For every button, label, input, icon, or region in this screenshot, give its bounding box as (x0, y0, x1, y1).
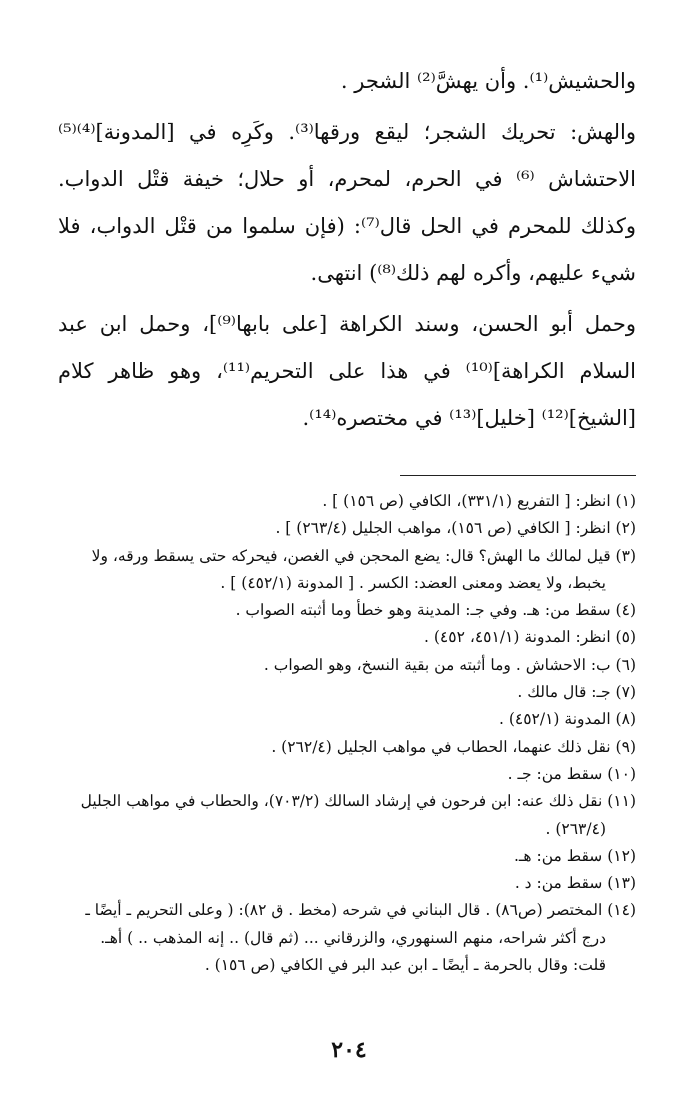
paragraph-3: وحمل أبو الحسن، وسند الكراهة [على بابها⁽⁹⁾]، وحمل ابن عبد السلام الكراهة]⁽¹⁰⁾ في هذا على التحريم⁽¹¹⁾، وهو ظاهر كلام [الشيخ]⁽¹²⁾ [خليل]⁽¹³⁾ في مختصره⁽¹⁴⁾. (58, 312, 636, 430)
main-text (58, 58, 636, 442)
footnote-2: (٢) انظر: [ الكافي (ص ١٥٦)، مواهب الجليل (٢٦٣/٤) ] . (275, 519, 636, 538)
footnote-separator (400, 475, 636, 476)
paragraph-1: والحشيش⁽¹⁾. وأن يهشَّ⁽²⁾ الشجر . (340, 69, 636, 93)
footnote-14: (١٤) المختصر (ص٨٦) . قال البناني في شرحه (مخط . ق ٨٢): ( وعلى التحريم ـ أيضًا ـ درج أكثر شراحه، منهم السنهوري، والزرقاني ... (ثم قال) .. إنه المذهب .. ) أهـ. قلت: وقال بالحرمة ـ أيضًا ـ ابن عبد البر في الكافي (ص ١٥٦) . (85, 901, 636, 975)
footnote-9: (٩) نقل ذلك عنهما، الحطاب في مواهب الجليل (٢٦٢/٤) . (271, 737, 636, 756)
footnote-11: (١١) نقل ذلك عنه: ابن فرحون في إرشاد السالك (٧٠٣/٢)، والحطاب في مواهب الجليل (٢٦٣/٤) . (80, 792, 636, 838)
paragraph-2: والهش: تحريك الشجر؛ ليقع ورقها⁽³⁾. وكَرِه في [المدونة]⁽⁴⁾⁽⁵⁾ الاحتشاش ⁽⁶⁾ في الحرم، لمحرم، أو حلال؛ خيفة قتْل الدواب. وكذلك للمحرم في الحل قال⁽⁷⁾: (فإن سلموا من قتْل الدواب، فلا شيء عليهم، وأكره لهم ذلك⁽⁸⁾) انتهى. (58, 120, 637, 285)
footnote-5: (٥) انظر: المدونة (٤٥١/١، ٤٥٢) . (424, 628, 636, 647)
footnote-6: (٦) ب: الاحشاش . وما أثبته من بقية النسخ، وهو الصواب . (263, 655, 636, 674)
footnote-3: (٣) قيل لمالك ما الهش؟ قال: يضع المحجن في الغصن، فيحركه حتى يسقط ورقه، ولا يخبط، ولا يعضد ومعنى العضد: الكسر . [ المدونة (٤٥٢/١) ] . (91, 546, 636, 592)
footnote-13: (١٣) سقط من: د . (514, 874, 636, 893)
footnote-10: (١٠) سقط من: جـ . (507, 764, 636, 783)
footnote-4: (٤) سقط من: هـ. وفي جـ: المدينة وهو خطأ وما أثبته الصواب . (235, 601, 636, 620)
footnote-8: (٨) المدونة (٤٥٢/١) . (498, 710, 636, 729)
footnote-12: (١٢) سقط من: هـ. (513, 846, 636, 865)
footnote-7: (٧) جـ: قال مالك . (517, 683, 636, 702)
page-number: ٢٠٤ (331, 1037, 367, 1063)
footnote-1: (١) انظر: [ التفريع (٣٣١/١)، الكافي (ص ١٥٦) ] . (322, 492, 636, 510)
footnotes (58, 488, 636, 979)
